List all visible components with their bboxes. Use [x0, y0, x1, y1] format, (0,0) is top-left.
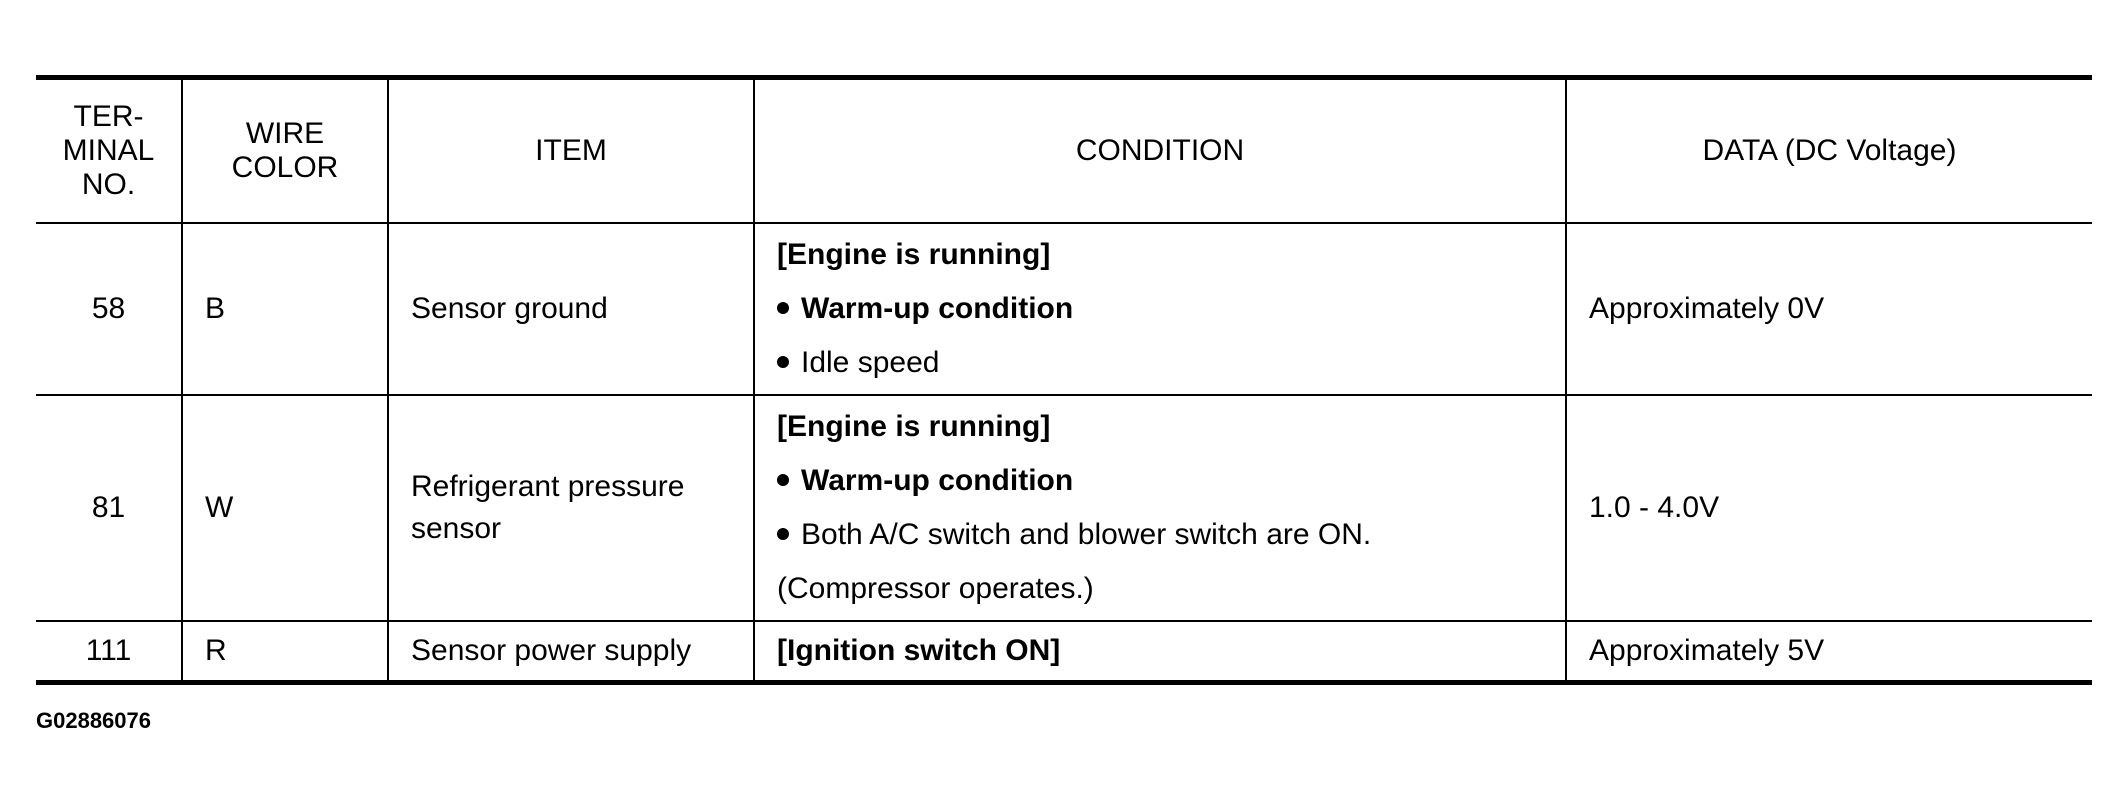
item-line: Refrigerant pressure: [411, 470, 685, 503]
cell-terminal-no: 111: [36, 621, 182, 683]
condition-bullet-text: Both A/C switch and blower switch are ON.: [801, 518, 1372, 551]
cell-condition: [754, 223, 1566, 395]
condition-title: [Engine is running]: [777, 410, 1051, 443]
condition-bullet: [777, 454, 1543, 508]
table-row: [36, 223, 2092, 395]
cell-condition: [754, 621, 1566, 683]
cell-terminal-no: 58: [36, 223, 182, 395]
terminal-data-table: [36, 75, 2092, 685]
condition-note: (Compressor operates.): [777, 572, 1094, 605]
header-data: DATA (DC Voltage): [1566, 78, 2092, 224]
condition-bullet-text: Warm-up condition: [801, 292, 1074, 325]
header-item: ITEM: [388, 78, 754, 224]
table-header-row: [36, 78, 2092, 224]
bullet-icon: [777, 356, 789, 368]
header-wire-color: WIRE COLOR: [182, 78, 388, 224]
cell-item: [388, 395, 754, 621]
item-line: sensor: [411, 512, 502, 545]
condition-bullet: [777, 508, 1543, 562]
condition-bullet-text: Warm-up condition: [801, 464, 1074, 497]
bullet-icon: [777, 302, 789, 314]
cell-item: Sensor power supply: [388, 621, 754, 683]
condition-bullet: [777, 282, 1543, 336]
cell-item: Sensor ground: [388, 223, 754, 395]
cell-data: 1.0 - 4.0V: [1566, 395, 2092, 621]
condition-title: [Ignition switch ON]: [777, 634, 1061, 667]
condition-bullet-text: Idle speed: [801, 346, 940, 379]
condition-bullet: [777, 336, 1543, 390]
cell-data: Approximately 5V: [1566, 621, 2092, 683]
cell-terminal-no: 81: [36, 395, 182, 621]
bullet-icon: [777, 528, 789, 540]
table-row: [36, 621, 2092, 683]
cell-condition: [754, 395, 1566, 621]
table-row: [36, 395, 2092, 621]
cell-wire-color: W: [182, 395, 388, 621]
terminal-data-table-container: [36, 75, 2092, 685]
header-terminal-no: TER- MINAL NO.: [36, 78, 182, 224]
figure-id: G02886076: [36, 708, 151, 733]
condition-title: [Engine is running]: [777, 238, 1051, 271]
cell-wire-color: R: [182, 621, 388, 683]
cell-wire-color: B: [182, 223, 388, 395]
bullet-icon: [777, 474, 789, 486]
header-condition: CONDITION: [754, 78, 1566, 224]
cell-data: Approximately 0V: [1566, 223, 2092, 395]
